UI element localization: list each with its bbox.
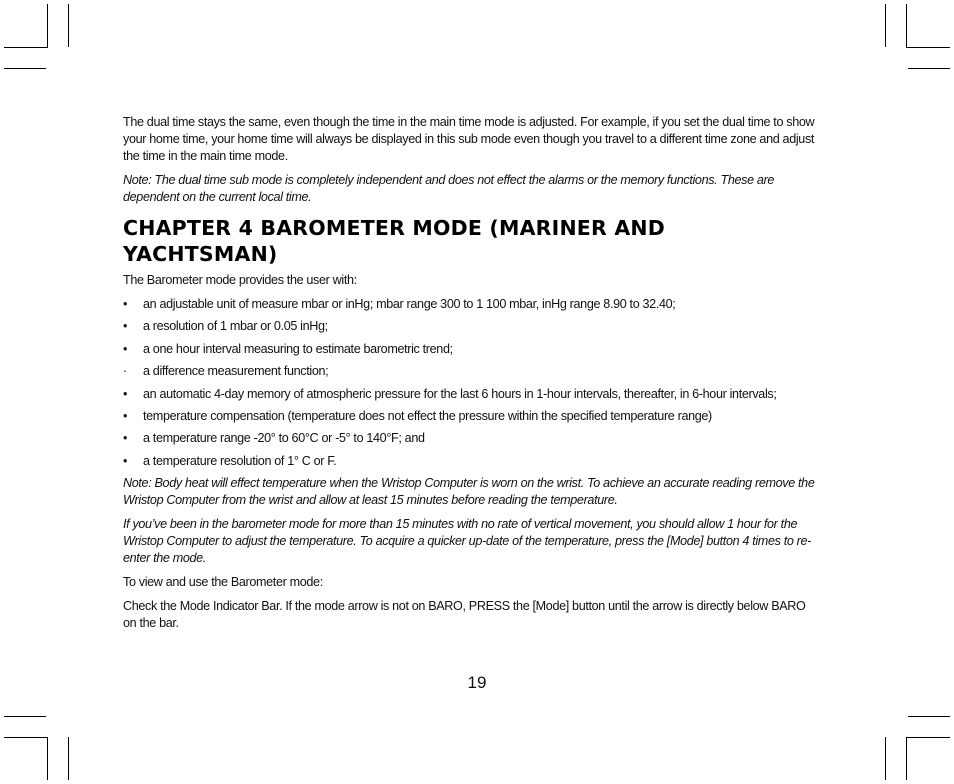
- list-item-text: temperature compensation (temperature does not effect the pressure within the specified temperature range): [143, 408, 712, 423]
- intro-paragraph: The dual time stays the same, even though the time in the main time mode is adjusted. For example, if you set the dual time to show your home time, your home time will always be displayed in this sub mode even though you travel to a different time zone and adjust the time in the main time mode.: [123, 115, 815, 163]
- bullet-marker: •: [123, 319, 128, 334]
- page-content: [123, 114, 821, 632]
- crop-mark: [47, 737, 48, 780]
- bullet-marker: •: [123, 431, 128, 446]
- list-item-text: a temperature range -20° to 60°C or -5° to 140°F; and: [143, 431, 425, 446]
- list-item-text: a one hour interval measuring to estimate barometric trend;: [143, 341, 453, 356]
- list-item: [123, 363, 821, 380]
- bullet-marker: •: [123, 386, 128, 401]
- crop-mark: [908, 716, 950, 717]
- list-item: [123, 430, 821, 447]
- crop-mark: [68, 4, 69, 47]
- page-number: 19: [467, 673, 487, 692]
- crop-mark: [908, 68, 950, 69]
- bullet-marker: •: [123, 408, 128, 423]
- chapter-title-line2: YACHTSMAN): [123, 242, 278, 266]
- list-item-text: a temperature resolution of 1° C or F.: [143, 453, 337, 468]
- list-item: [123, 341, 821, 358]
- crop-mark: [4, 716, 46, 717]
- crop-mark: [906, 47, 950, 48]
- chapter-title-line1: CHAPTER 4 BAROMETER MODE (MARINER AND: [123, 216, 665, 240]
- list-item-text: an automatic 4-day memory of atmospheric pressure for the last 6 hours in 1-hour intervals, thereafter, in 6-hour intervals;: [143, 386, 777, 401]
- bullet-marker: •: [123, 453, 128, 468]
- list-item: [123, 386, 821, 403]
- view-mode-intro: To view and use the Barometer mode:: [123, 575, 323, 590]
- crop-mark: [906, 4, 907, 47]
- list-item: [123, 453, 821, 470]
- crop-mark: [4, 47, 48, 48]
- list-item-text: a difference measurement function;: [143, 364, 329, 379]
- crop-mark: [47, 4, 48, 47]
- bullet-marker: •: [123, 297, 128, 311]
- features-list: [123, 296, 821, 470]
- vertical-movement-note: If you’ve been in the barometer mode for more than 15 minutes with no rate of vertical movement, you should allow 1 hour for the Wristop Computer to adjust the temperature. To acquire a quicker up-date of the temperature, press the [Mode] button 4 times to re-enter the mode.: [123, 517, 811, 566]
- bullet-marker: ·: [123, 364, 127, 379]
- list-item-text: an adjustable unit of measure mbar or inHg; mbar range 300 to 1 100 mbar, inHg range 8.90 to 32.40;: [143, 297, 676, 311]
- crop-mark: [4, 68, 46, 69]
- list-item: [123, 408, 821, 425]
- crop-mark: [906, 737, 950, 738]
- crop-mark: [906, 737, 907, 780]
- body-heat-note: Note: Body heat will effect temperature when the Wristop Computer is worn on the wrist. To achieve an accurate reading remove the Wristop Computer from the wrist and allow at least 15 minutes before reading the temperature.: [123, 476, 815, 508]
- features-lead: The Barometer mode provides the user with:: [123, 273, 357, 287]
- dual-time-note: Note: The dual time sub mode is completely independent and does not effect the alarms or the memory functions. These are dependent on the current local time.: [123, 173, 775, 204]
- bullet-marker: •: [123, 341, 128, 356]
- crop-mark: [68, 737, 69, 780]
- crop-mark: [885, 737, 886, 780]
- list-item: [123, 296, 821, 313]
- crop-mark: [885, 4, 886, 47]
- list-item-text: a resolution of 1 mbar or 0.05 inHg;: [143, 319, 328, 334]
- instruction-paragraph: Check the Mode Indicator Bar. If the mode arrow is not on BARO, PRESS the [Mode] button until the arrow is directly below BARO on the bar.: [123, 599, 806, 631]
- list-item: [123, 318, 821, 335]
- crop-mark: [4, 737, 48, 738]
- chapter-title: [123, 215, 821, 267]
